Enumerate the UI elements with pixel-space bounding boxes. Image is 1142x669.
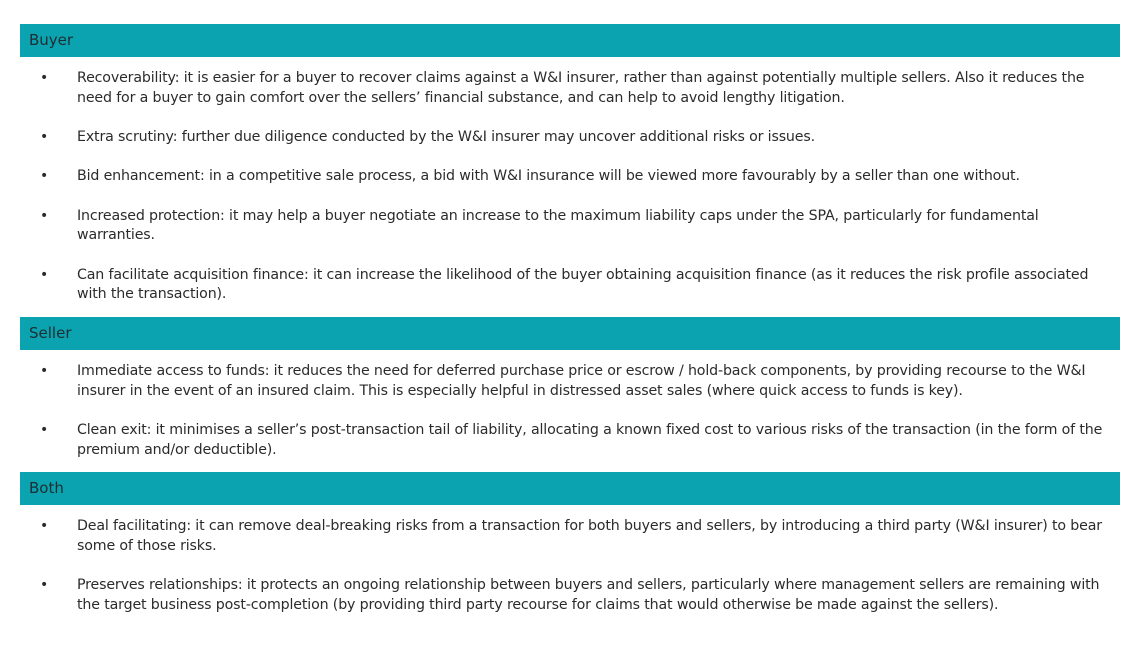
bullet-icon: • (40, 362, 49, 379)
bullet-icon: • (40, 70, 49, 86)
bullet-icon: • (40, 421, 49, 438)
item-text: Can facilitate acquisition finance: it can increase the likelihood of the buyer obtaining acquisition finance (as it reduces the risk profile associated with the transaction). (77, 266, 1089, 303)
bullet-icon: • (40, 128, 49, 145)
item-text: Increased protection: it may help a buyer negotiate an increase to the maximum liability caps under the SPA, particularly for fundamental warranties. (77, 207, 1039, 244)
list-item (20, 128, 1120, 148)
section-header-both: Both (20, 472, 1120, 505)
section-header-buyer: Buyer (20, 24, 1120, 57)
section-both (20, 472, 1120, 615)
bullet-icon: • (40, 577, 49, 594)
list-item (20, 207, 1120, 246)
both-benefits-list (20, 505, 1120, 615)
section-buyer (20, 24, 1120, 305)
section-seller (20, 317, 1120, 460)
bullet-icon: • (40, 266, 49, 283)
list-item (20, 517, 1120, 556)
list-item (20, 266, 1120, 305)
list-item (20, 167, 1120, 187)
buyer-benefits-list (20, 57, 1120, 305)
seller-benefits-list (20, 350, 1120, 460)
item-text: Deal facilitating: it can remove deal-breaking risks from a transaction for both buyers and sellers, by introducing a third party (W&I insurer) to bear some of those risks. (77, 518, 1102, 554)
item-text: Recoverability: it is easier for a buyer to recover claims against a W&I insurer, rather than against potentially multiple sellers. Also it reduces the need for a buyer to gain comfort over the sellers’ financial substance, and can help to avoid lengthy litigation. (77, 70, 1085, 106)
list-item (20, 576, 1120, 615)
list-item (20, 421, 1120, 460)
item-text: Clean exit: it minimises a seller’s post-transaction tail of liability, allocating a known fixed cost to various risks of the transaction (in the form of the premium and/or deductible). (77, 421, 1103, 458)
benefits-table (20, 24, 1120, 635)
bullet-icon: • (40, 168, 49, 185)
item-text: Preserves relationships: it protects an ongoing relationship between buyers and sellers, particularly where management sellers are remaining with the target business post-completion (by providing third party recourse for claims that would otherwise be made against the sellers). (77, 577, 1100, 613)
item-text: Bid enhancement: in a competitive sale process, a bid with W&I insurance will be viewed more favourably by a seller than one without. (77, 168, 1020, 185)
section-header-seller: Seller (20, 317, 1120, 350)
bullet-icon: • (40, 207, 49, 224)
list-item (20, 69, 1120, 108)
list-item (20, 362, 1120, 401)
bullet-icon: • (40, 518, 49, 535)
item-text: Immediate access to funds: it reduces the need for deferred purchase price or escrow / hold-back components, by providing recourse to the W&I insurer in the event of an insured claim. This is especially helpful in distressed asset sales (where quick access to funds is key). (77, 362, 1086, 399)
item-text: Extra scrutiny: further due diligence conducted by the W&I insurer may uncover additional risks or issues. (77, 128, 815, 145)
